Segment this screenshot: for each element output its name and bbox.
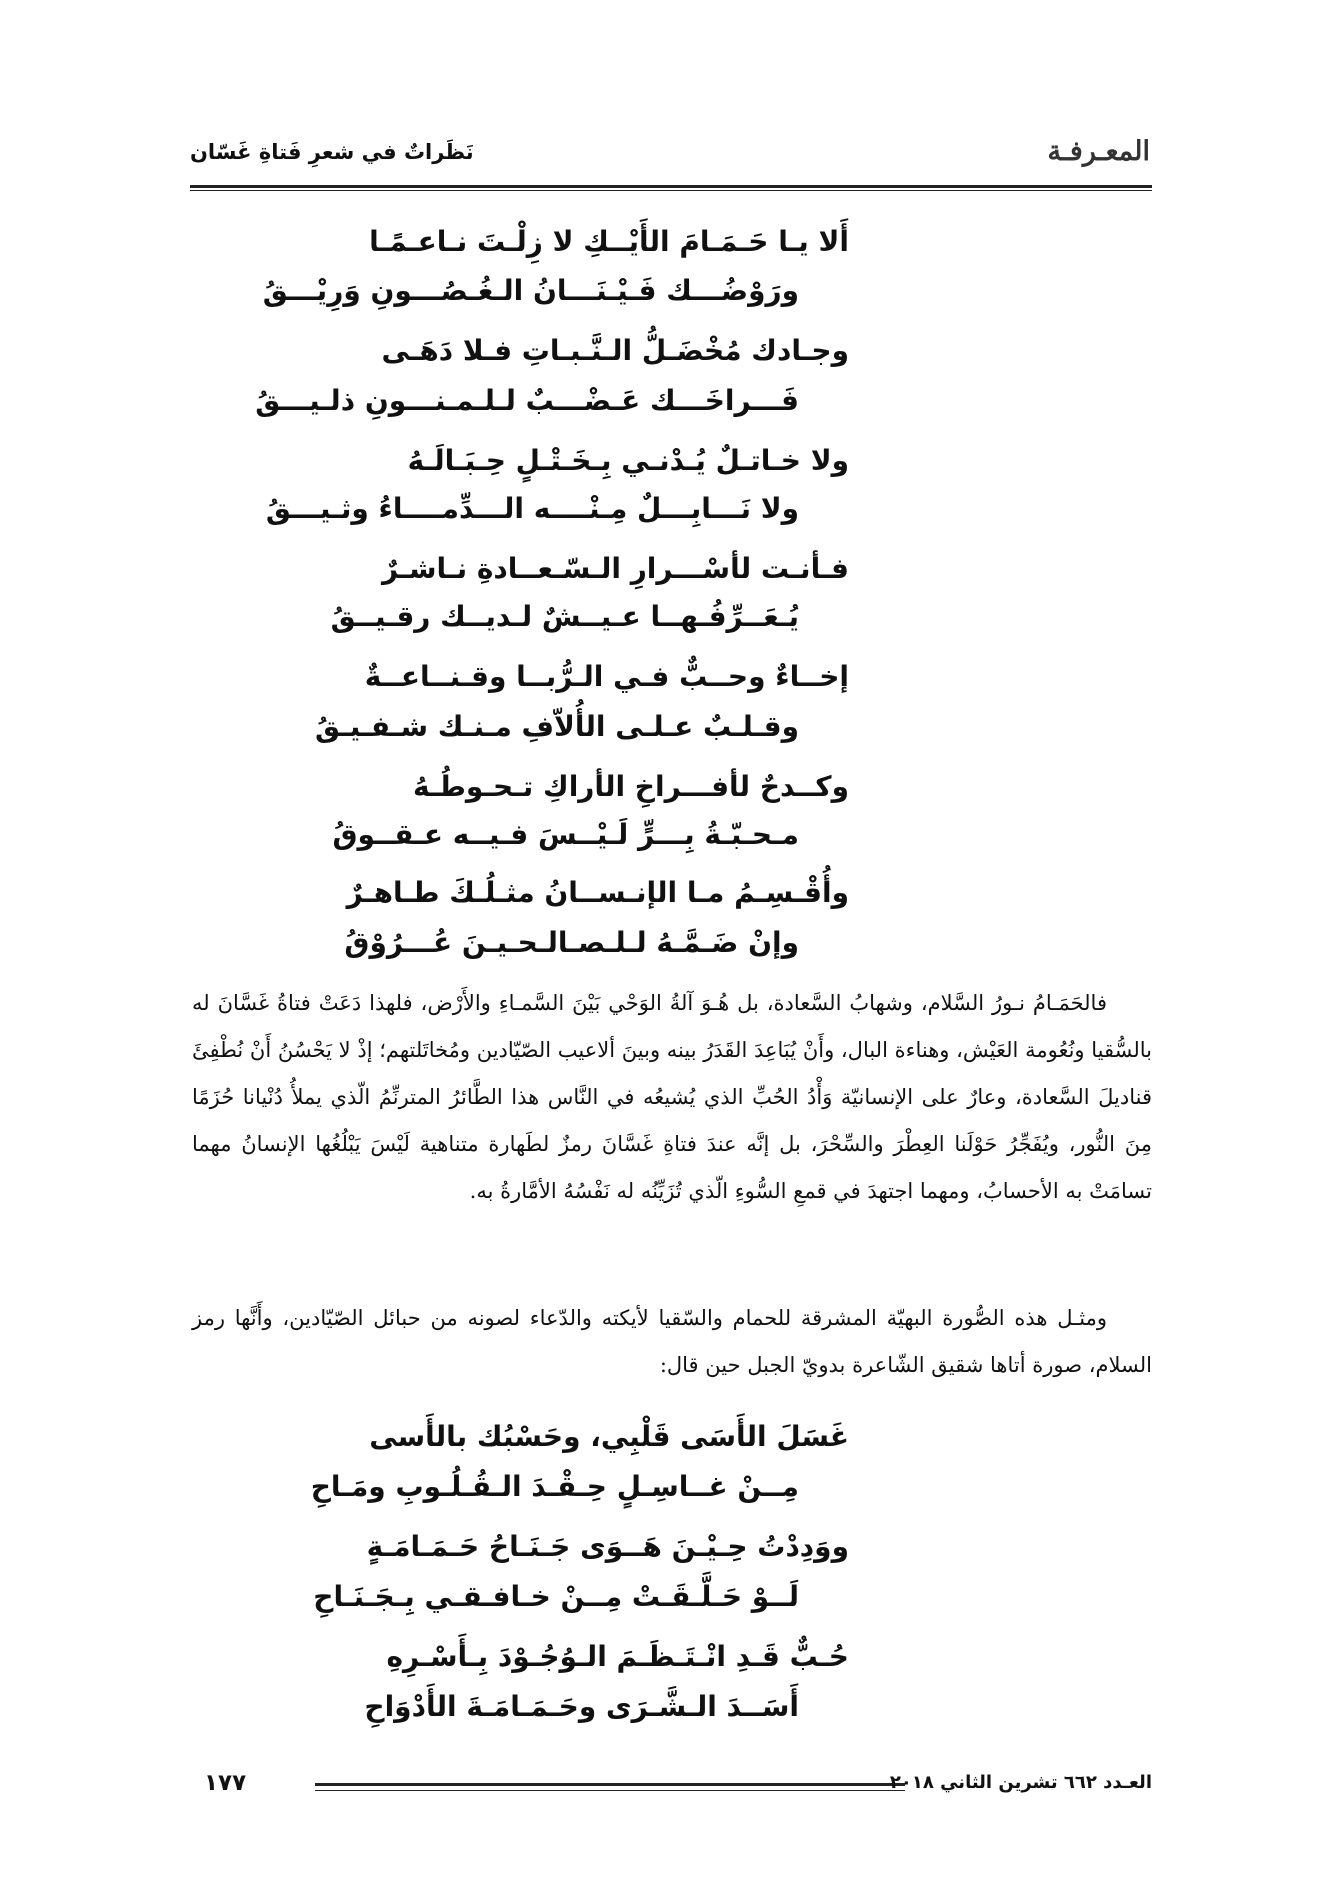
verse-10-first-hemistich: حُـبٌّ قَـدِ انْـتَـظَـمَ الـوُجُـوْدَ بِـأَسْـرِهِ <box>386 1640 849 1673</box>
verse-3-second-hemistich: ولا نَـــابِـــلٌ مِـنْــــه الـــدِّمــــاءُ وثـيـــقُ <box>265 492 799 525</box>
verse-7-second-hemistich: وإنْ ضَـمَّـهُ لـلـصـالـحـيـنَ عُـــرُوْقُ <box>344 926 799 959</box>
verse-1-first-hemistich: أَلا يـا حَـمَـامَ الأَيْــكِ لا زِلْـتَ نـاعـمًـا <box>369 225 849 258</box>
page-footer <box>190 1770 1152 1810</box>
header-divider <box>190 185 1152 188</box>
article-title: نَظَراتٌ في شعرِ فَتاةِ غَسّان <box>190 140 474 164</box>
header-divider-thin <box>190 190 1152 191</box>
paragraph-2: ومثـل هذه الصُّورة البهيّة المشرقة للحمام والسّقيا لأيكته والدّعاء لصونه من حبائل الصّيّادين، وأَنَّها رمز السلام، صورة أتاها شقيق الشّاعرة بدويّ الجبل حين قال: <box>192 1306 1152 1377</box>
verse-2-first-hemistich: وجـادك مُخْضَـلُّ الـنَّـبـاتِ فـلا دَهَـى <box>381 334 849 367</box>
paragraph-1: فالحَمَـامُ نـورُ السَّلام، وشهابُ السَّعادة، بل هُـوَ آلةُ الوَحْي بَيْنَ السَّمـاءِ والأَرْض، فلهذا دَعَتْ فتاةُ غَسَّانَ له بالسُّقيا ونُعُومة العَيْش، وهناءة البال، وأَنْ يُبَاعِدَ القَدَرُ بينه وبينَ ألاعيب الصّيّادين ومُخاتَلتهم؛ إذْ لا يَحْسُنُ أَنْ نُطْفِئَ قناديلَ السَّعادة، وعارٌ على الإنسانيّة وَأْدُ الحُبِّ الذي يُشيعُه في النَّاس هذا الطَّائرُ المترنِّمُ الّذي يملأُ دُنْيانا حُزَمًا مِنَ النُّور، ويُفَجِّرُ حَوْلَنا العِطْرَ والسِّحْرَ، بل إنَّه عندَ فتاةِ غَسَّانَ رمزٌ لطَهارة متناهية لَيْسَ يَبْلُغُها الإنسانُ مهما تسامَتْ به الأحسابُ، ومهما اجتهدَ في قمعِ السُّوءِ الّذي تُزَيِّنُه له نَفْسُهُ الأمَّارةُ به. <box>192 991 1152 1203</box>
verse-6-first-hemistich: وكــدحٌ لأفـــراخِ الأراكِ تـحـوطُـهُ <box>412 770 849 803</box>
verse-6-second-hemistich: مـحـبّـةُ بِـــرٍّ لَـيْــسَ فـيــه عـقــوقُ <box>332 818 799 851</box>
verse-9-first-hemistich: ووَدِدْتُ حِـيْـنَ هَــوَى جَـنَـاحُ حَـمَـامَـةٍ <box>366 1530 849 1563</box>
verse-10-second-hemistich: أَسَــدَ الـشَّـرَى وحَـمَـامَـةَ الأَدْوَاحِ <box>364 1690 799 1723</box>
verse-7-first-hemistich: وأُقْـسِـمُ مـا الإنـســانُ مثـلُـكَ طـاهـرٌ <box>346 876 849 909</box>
verse-1-second-hemistich: ورَوْضُـــك فَـيْـنَـــانُ الـغُـصُـــونِ وَرِيْـــقُ <box>262 274 799 307</box>
verse-8-second-hemistich: مِــنْ غــاسِـلٍ حِـقْـدَ الـقُـلُـوبِ ومَـاحِ <box>310 1470 799 1503</box>
verse-8-first-hemistich: غَسَلَ الأَسَى قَلْبِي، وحَسْبُك بالأَسى <box>369 1420 849 1453</box>
verse-5-first-hemistich: إخــاءٌ وحــبٌّ فـي الـرُّبــا وقـنــاعــةٌ <box>364 660 849 693</box>
verse-3-first-hemistich: ولا خـاتـلٌ يُـدْنـي بِـخَـتْـلٍ حِـبَـالَـهُ <box>407 444 849 477</box>
issue-info: العـدد ٦٦٢ تشرين الثاني ٢٠١٨ <box>889 1772 1152 1793</box>
footer-divider <box>315 1783 905 1791</box>
page-header <box>190 128 1150 188</box>
verse-5-second-hemistich: وقـلـبٌ عـلـى الأُلاّفِ مـنـك شـفـيـقُ <box>314 710 799 743</box>
verse-2-second-hemistich: فَـــراخَـــك عَـضْـــبٌ لـلـمـنـــونِ ذلـيـــقُ <box>255 384 799 417</box>
verse-9-second-hemistich: لَــوْ حَـلَّـقَـتْ مِــنْ خـافـقـي بِـجَـنَـاحِ <box>313 1580 799 1613</box>
verse-4-second-hemistich: يُـعَــرِّفُـهــا عـيــشٌ لـديــك رقـيــقُ <box>330 600 799 633</box>
page-number: ١٧٧ <box>204 1770 247 1796</box>
verse-4-first-hemistich: فـأنـت لأسْـــرارِ الـسّـعــادةِ نـاشـرٌ <box>381 552 849 585</box>
journal-logo: المعـرفـة <box>1047 136 1150 167</box>
